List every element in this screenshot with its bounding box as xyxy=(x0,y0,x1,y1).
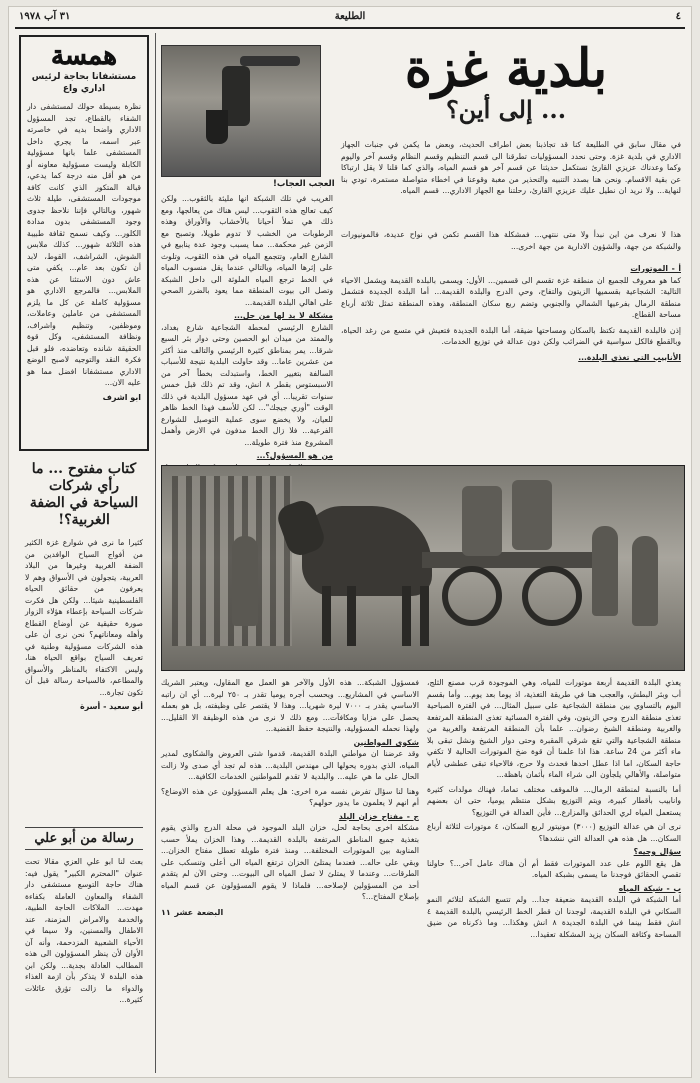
mid-heading-2: من هو المسؤول؟... xyxy=(256,451,333,460)
newspaper-name: الطليعة xyxy=(334,11,366,22)
hamsa-box xyxy=(19,35,149,451)
motors-section xyxy=(341,263,681,363)
issue-date: ٣١ آب ١٩٧٨ xyxy=(19,11,71,22)
donkey-cart-photo xyxy=(161,465,685,671)
article-headline xyxy=(333,38,679,125)
photo-caption: العجب العجاب! xyxy=(273,179,335,189)
hamsa-title: همسة xyxy=(51,41,117,71)
intro-text: في مقال سابق في الطليعة كنا قد تجاذبنا بعض اطراف الحديث، وبعض ما يكمن في جنبات الجهاز الاداري في بلدية غزة. وحتى نحدد المسؤوليات تطرقنا الى قسم التنظيم وقسم النظام وقسم آخر واليوم وكما وعدناك عزيزي القارئ نستكمل حديثنا عن قسم آخر هو قسم المياه، والذي كما قلنا لا يقل ارتباكا عن بقية الاقسام. ونحن هنا بصدد التنبيه والتحذير من مغبة وقوعنا في اخطاء متواصلة مستمرة، تودي بنا لنهاية... ولا نريد ان نطيل عليك عزيزي القارئ، رحلتنا مع الجهاز الاداري... قسم المياه. xyxy=(341,140,681,195)
letter-title: رسالة من أبو علي xyxy=(25,827,143,850)
newspaper-page xyxy=(8,6,692,1078)
tank-key-heading: ج - مفتاح خزان البلد xyxy=(338,811,419,821)
hamsa-signature: ابو اشرف xyxy=(102,392,141,402)
question-heading: سؤال وجيه؟ xyxy=(633,847,681,856)
water-tap-photo xyxy=(161,45,321,177)
page-number: ٤ xyxy=(675,11,681,22)
letter-body: بعث لنا ابو علي العزي مقالا تحت عنوان "المحترم الكبير" يقول فيه: هناك حاجة التوسع مستشفى دار الشفاء والمعاون العاملة بكفاءة مهدت... الملاكات الحاجة الطبية، والخدمة والامراض المزمنة، عند الاطفال والمسنين، ولا سيما في الأحياء الشعبية المزدحمة، وأنه آن الأوان لأن ينظر المسؤولون الى هذه المطالب العادلة بجدية... ولكن ابن هذه البلدة لا يتذكر بأن ازمة الغذاء والدواء ما زالت تؤرق عائلات كثيرة... xyxy=(25,857,143,1004)
mid-heading-1: مشكلة لا بد لها من حل... xyxy=(234,311,333,320)
left-sidebar-column xyxy=(15,33,156,1073)
complaints-heading: شكوى المواطنين xyxy=(353,737,419,747)
bottom-right-column: يغذي البلدة القديمة أربعة موتورات للمياه، وهي الموجودة قرب مصنع الثلج، أب وبئر البطش، والعجب هنا في طريقة التغذية، اذ يوما بعد يوم... وأما بقسم اليوم بالتساوي بين منطقة الشجاعية على سبيل المثال... في الفترة الصباحية تغذى منطقة الدرج وحي الزيتون، وفي الفترة المسائية تغذى المنطقة المرتفعة والغربية ومنطقة الشيخ رضوان... علما بأن المنطقة المرتفعة والغربية من منطقة الشجاعية والتي تقع شرقي المقبرة وحتى دوار الشيخ ونشل تبقى بلا ماء أكثر من 24 ساعة. هذا اذا علمنا أن قوة ضخ الموتورات الحالية لا تكفي حاجة السكان، اما اذا عطل احدها فحدث ولا حرج، فالاحياء تبقى عطشى لأيام متواصلة، والأهالي يلجأون الى شراء الماء بأثمان باهظة... أما بالنسبة لمنطقة الرمال... فالموقف مختلف تماما، فهناك مولدات كثيرة وانابيب بأقطار كبيرة، ويتم التوزيع بشكل منتظم يوميا، حتى ان بعضهم يستعمل المياه لري الحدائق والمزارع... فأين العدالة في التوزيع؟ نرى ان هي عدالة التوزيع (٣٠٠٠) مونيتور لربع السكان، ٤ موتورات لثلاثة أرباع السكان... هل هذه هي العدالة التي ننشدها؟ سؤال وجيه؟ هل يقع اللوم على عدد الموتورات فقط أم أن هناك عامل آخر...؟ حاولنا تقصي الحقائق فوجدنا ما يسمى بشبكة المياه. ب - شبكة المياه أما الشبكة في البلدة القديمة ضعيفة جدا... ولم تتسع الشبكة لتلائم النمو السكاني في البلدة القديمة، لوجدنا ان قطر الخط الرئيسي بالبلدة القديمة ٤ انش فقط بينما في البلدة الجديدة ٨ انش وهكذا... وما ذكرناه من ضيق المساحة وكثافة السكان يزيد المشكلة تعقيدا... xyxy=(427,678,682,939)
intro2-text: هذا لا نعرف من اين نبدأ ولا متى ننتهي... فمشكلة هذا القسم تكمن في نواح عديدة، فالمونيورات والشبكة من جهة، والشؤون الادارية من جهة اخرى... xyxy=(341,230,681,251)
open-letter-box xyxy=(19,459,149,819)
headline-title: بلدية غزة xyxy=(404,38,608,99)
main-article xyxy=(161,33,685,1073)
open-letter-body: كثيرا ما نرى في شوارع غزة الكثير من أفواج السياح الوافدين من الضفة الغربية وغيرها من البلاد العربية، يتجولون في الأسواق وهم لا يعرفون من حقائق الحياة الفلسطينية شيئا... ولكن هل فكرت شركات السياحة بإعطاء هؤلاء الزوار صورة حقيقية عن أوضاع القطاع وأهله ومعاناتهم؟ نحن نرى أن على هذه الشركات مسؤولية وطنية في تعريف السياح بواقع الحياة هنا، وليس الاكتفاء بالمناظر والأسواق والمطاعم، فالسياحة رسالة قبل أن تكون تجارة... xyxy=(25,538,143,697)
motors-text: كما هو معروف للجميع ان منطقة غزة تقسم الى قسمين... الأول: ويسمى بالبلدة القديمة ويشمل الاحياء التالية: الشجاعية بقسميها الزيتون والتفاح، وحي الدرج والبلدة القديمة... أما البلدة الجديدة فتشمل منطقة الرمال بفرعيها الشمالي والجنوبي وتضم ربع سكان المنطقة، وهذه المنطقة تمثل ثلاثة أرباع مساحة القطاع. xyxy=(341,275,681,319)
network-heading: ب - شبكة المياه xyxy=(618,883,681,893)
open-letter-signature: أبو سعيد - أسرة xyxy=(79,702,143,711)
pipes-heading: الأنابيب التي تغذي البلدة... xyxy=(578,352,681,362)
open-letter-title: كتاب مفتوح ... ما رأي شركات السياحة في الضفة الغربية؟! xyxy=(29,461,139,528)
middle-column-text: الغريب في تلك الشبكة انها مليئة بالثقوب... ولكن كيف تعالج هذه الثقوب... ليس هناك من يعالجها، ومع ذلك هي تملأ أحيانا بالأخشاب والأوراق وهذه الرطوبات من الخشب لا تدوم طويلا، وتصبح مع الزمن غير محكمة... مما يسبب وجود عدة ينابيع في الشارع العام، وتتجمع المياه في هذه الثقوب، وتلوث على إثرها المياه، وبالتالي عندما يقل منسوب المياه في الخط ترجع المياه الملوثة الى داخل الشبكة وتصل الى بيوت المنطقة مما يعود بالضرر الصحي على اهالي البلدة القديمة... مشكلة لا بد لها من حل... الشارع الرئيسي لمحطة الشجاعية شارع بغداد، والممتد من ميدان ابو الحصين وحتى دوار بئر السبع شرقا... يمر بمناطق كثيرة الرئيسي والتالف منذ أكثر من عشرين عاما... وقد حاولت البلدية نتيجة للأسباب السالفة بتغيير الخط، واستبدلت بخطاً آخر من الاسبستوس بقطر ٨ انش، وقد تم ذلك قبل خمس سنوات تقريبا... أي في عهد مسؤول البلدية في ذلك الوقت "أوري جيجك"... لكن للأسف فهذا الخط ظاهر للعيان، ولا يخضع سوى عملية التوصيل للشوارع الفرعية... فلا زال الخط مدفون في الارض وأهمل المشروع منذ فترة طويلة... من هو المسؤول؟... xyxy=(161,194,333,460)
motors-heading: أ - الموتورات xyxy=(630,264,681,273)
letter-box xyxy=(19,825,149,1065)
page-footer-sign: البضعة عشر ١١ xyxy=(161,907,224,917)
hamsa-subtitle: مستشفانا بحاجة لرئيس اداري واع xyxy=(31,72,137,94)
page-header xyxy=(15,9,685,29)
hamsa-body: نظرة بسيطة حولك لمستشفى دار الشفاء بالقطاع، تجد المسؤول الاداري واضحا بديه في خاصرته عبر اسمه، ما يجري داخل المستشفى علما بانها مسؤولية الكابلة وليست مسؤولية معاونه أو من هو أقل منه درجة كما يدعي، قبالة المتكور الذي كانت كافة موجودات المستشفى، طيلة ثلاث شهور، وبالتالي فإننا نلاحظ جدوى وجود المستشفى بدون مدادة الكلور... وكيف نسمح ثقافة طبيبة هذه الثلاثة شهور... كذلك ملابس الشوش، الشراشف، القوط، لابد أن تكون بعد عام... يكفي متى عاش دون الاستئنا عن هذه الملابس... فالمرجع الاداري هو مسؤولية كاملة عن كل ما يلزم المستشفى من عاملين وعاملات، وموظفين، وتنظيم واشراف، ونظافة المستشفى، وكل قوة الحقيقة شانده وتعاضده، فلو قبل فكرة النقد والتوجيه لاصبح الوضع الاداري مستشفانا افضل مما هو عليه الان... xyxy=(27,102,141,387)
headline-subtitle: ... إلى أين؟ xyxy=(445,95,567,124)
motors-text2: إذن فالبلدة القديمة تكتظ بالسكان ومساحتها ضيقة، أما البلدة الجديدة فتعيش في متسع من رغد الحياة، وبالقطع فالكل سواسية في الضرائب ولكن دون عدالة في توزيع الخدمات. xyxy=(341,325,681,346)
bottom-middle-column: فمسؤول الشبكة... هذه الأول والآخر هو العمل مع المقاول، ويعتبر الشريك الاساسي في المشاريع... ويحسب أجره يوميا تقدر بـ ٢٥٠ ليرة... أي ان راتبه الاساسي يقدر بـ ٧٠٠٠ ليرة شهريا... وهذا لا يقتصر على وظيفته، بل هو بعمله يحصل على مزايا ومكافآت... ومع ذلك لا نرى من هذه الوظيفة الا القليل... ولهذا نحمله المسؤولية، والنتيجة حفظ القضية... شكوى المواطنين وقد عرضنا ان مواطني البلدة القديمة، قدموا شتى العروض والشكاوى لمدير المياه، الذي بدوره يحولها الى مهندس البلدية... هذه لم تجد أي صدى ولا زالت الحال على ما هي عليه... والبلدية لا تقدم للمواطنين الخدمات الكافية... وهنا لنا سؤال تفرض نفسه مرة اخرى: هل يعلم المسؤولون عن هذه الاوضاع؟ أم انهم لا يعلمون ما يدور حولهم؟ ج - مفتاح خزان البلد مشكلة اخرى بحاجة لحل، خزان البلد الموجود في محلة الدرج والذي يقوم بتغذية جميع المناطق المرتفعة بالبلدة القديمة... وهذا الخزان يملأ حسب المناوبة بين الموتورات المختلفة... ومنذ فترة طويلة تعطل مفتاح الخزان... وبقي على حاله... فعندما يمتلئ الخزان ترتفع المياه الى أعلى وتنسكب على الطرقات... وعندما لا يمتلئ لا تصل المياه الى البيوت... وحتى الآن لم يتقدم أحد من المسؤولين لإصلاحه... فلماذا لا يقوم المسؤولون عن قسم المياه بإصلاح المفتاح...؟ البضعة عشر ١١ xyxy=(161,678,419,917)
